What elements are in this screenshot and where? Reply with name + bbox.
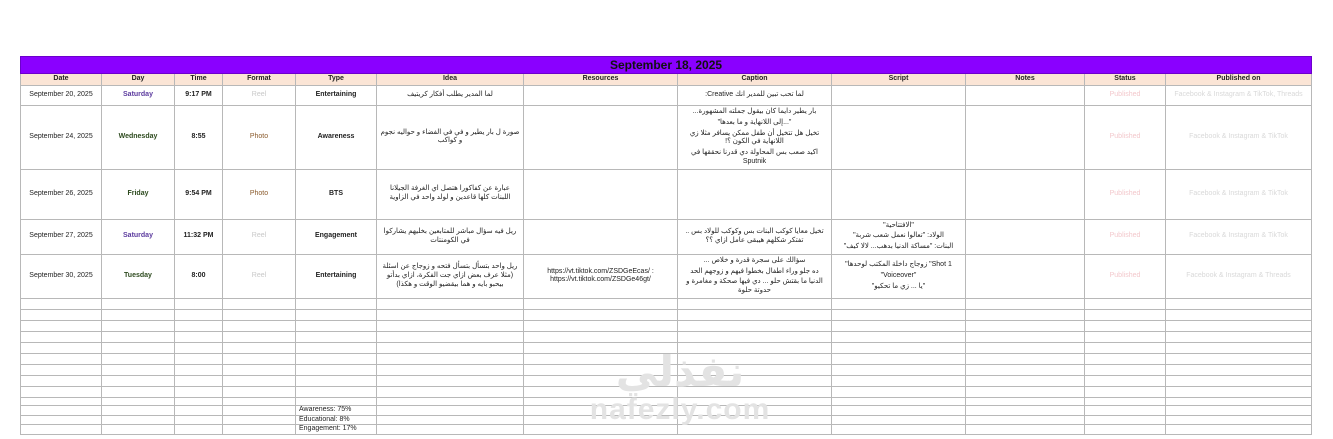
empty-cell[interactable] <box>175 375 223 386</box>
empty-cell[interactable] <box>524 364 678 375</box>
script-cell[interactable] <box>832 254 966 298</box>
table-row <box>21 106 1312 170</box>
empty-cell[interactable] <box>1166 386 1312 397</box>
empty-row <box>21 342 1312 353</box>
empty-cell[interactable] <box>1166 364 1312 375</box>
stats-row <box>21 425 1312 435</box>
empty-cell[interactable] <box>678 397 832 405</box>
empty-cell[interactable] <box>296 309 377 320</box>
empty-cell[interactable] <box>21 353 102 364</box>
empty-cell[interactable] <box>1166 425 1312 435</box>
empty-cell[interactable] <box>21 397 102 405</box>
empty-cell[interactable] <box>832 309 966 320</box>
stats-row <box>21 415 1312 425</box>
empty-cell[interactable] <box>296 386 377 397</box>
empty-cell[interactable] <box>966 375 1085 386</box>
empty-cell[interactable] <box>1166 397 1312 405</box>
empty-cell[interactable] <box>102 415 175 425</box>
idea-cell[interactable]: صورة ل بار يطير و في في الفضاء و حواليه نجوم و كواكب <box>377 106 524 170</box>
empty-cell[interactable] <box>223 405 296 415</box>
empty-cell[interactable] <box>21 375 102 386</box>
column-header[interactable]: Published on <box>1166 74 1312 86</box>
empty-cell[interactable] <box>1166 405 1312 415</box>
text-line: الدنيا ما بقتش حلو ... دي فيها صحكة و مغامرة و حدوتة حلوة <box>686 278 823 294</box>
idea-cell[interactable]: عبارة عن كفاكورا هتصل اي الغرفة الجيلانا اللبنات كلها قاعدين و لولد واحد في الزاوية <box>377 169 524 219</box>
empty-cell[interactable] <box>21 320 102 331</box>
empty-cell[interactable] <box>21 386 102 397</box>
empty-row <box>21 309 1312 320</box>
empty-cell[interactable] <box>832 342 966 353</box>
column-header[interactable]: Resources <box>524 74 678 86</box>
caption-cell[interactable] <box>678 169 832 219</box>
sheet-title[interactable]: September 18, 2025 <box>21 57 1312 74</box>
empty-cell[interactable] <box>832 397 966 405</box>
caption-cell[interactable] <box>678 219 832 254</box>
empty-cell[interactable] <box>102 364 175 375</box>
empty-cell[interactable] <box>296 298 377 309</box>
format-cell[interactable]: Photo <box>223 106 296 170</box>
empty-cell[interactable] <box>832 298 966 309</box>
column-header[interactable]: Day <box>102 74 175 86</box>
empty-cell[interactable] <box>524 342 678 353</box>
time-cell[interactable]: 9:54 PM <box>175 169 223 219</box>
day-cell[interactable]: Saturday <box>102 219 175 254</box>
type-cell[interactable]: Engagement <box>296 219 377 254</box>
empty-cell[interactable] <box>223 309 296 320</box>
empty-cell[interactable] <box>21 342 102 353</box>
caption-cell[interactable] <box>678 254 832 298</box>
published-on-cell[interactable]: Facebook & Instagram & Threads <box>1166 254 1312 298</box>
empty-cell[interactable] <box>832 405 966 415</box>
empty-cell[interactable] <box>377 415 524 425</box>
empty-cell[interactable] <box>377 375 524 386</box>
empty-cell[interactable] <box>524 298 678 309</box>
date-cell[interactable]: September 26, 2025 <box>21 169 102 219</box>
status-cell[interactable]: Published <box>1085 219 1166 254</box>
empty-cell[interactable] <box>678 342 832 353</box>
empty-cell[interactable] <box>223 386 296 397</box>
empty-cell[interactable] <box>223 425 296 435</box>
empty-cell[interactable] <box>102 309 175 320</box>
text-line: "Voiceover" <box>880 271 917 279</box>
type-cell[interactable]: Entertaining <box>296 86 377 106</box>
content-calendar-table <box>20 56 1312 435</box>
empty-cell[interactable] <box>966 320 1085 331</box>
notes-cell[interactable] <box>966 219 1085 254</box>
status-cell[interactable]: Published <box>1085 169 1166 219</box>
text-line: اكيد صعب بس المحاولة دي قدرنا نحققها في Sputnik <box>691 149 818 165</box>
watermark-latin: nafezly.com <box>589 393 771 426</box>
empty-cell[interactable] <box>1166 309 1312 320</box>
empty-cell[interactable] <box>678 415 832 425</box>
empty-row <box>21 298 1312 309</box>
empty-cell[interactable] <box>678 298 832 309</box>
format-cell[interactable]: Photo <box>223 169 296 219</box>
text-line: "الافتتاحية" <box>883 221 914 229</box>
empty-cell[interactable] <box>524 353 678 364</box>
empty-cell[interactable] <box>175 425 223 435</box>
script-cell[interactable] <box>832 219 966 254</box>
empty-cell[interactable] <box>175 298 223 309</box>
empty-cell[interactable] <box>377 353 524 364</box>
empty-cell[interactable] <box>832 386 966 397</box>
empty-cell[interactable] <box>102 320 175 331</box>
day-cell[interactable]: Tuesday <box>102 254 175 298</box>
format-cell[interactable]: Reel <box>223 219 296 254</box>
empty-cell[interactable] <box>678 386 832 397</box>
text-line: تخيل معايا كوكب البنات بس وكوكب للولاد بس .. تفتكر شكلهم هيبقى عامل ازاي ؟؟ <box>685 227 824 244</box>
empty-cell[interactable] <box>524 309 678 320</box>
empty-cell[interactable] <box>832 353 966 364</box>
table-row <box>21 86 1312 106</box>
empty-cell[interactable] <box>377 320 524 331</box>
resources-cell[interactable]: https://vt.tiktok.com/ZSDGeEcas/ : https://vt.tiktok.com/ZSDGe46gt/ <box>524 254 678 298</box>
type-cell[interactable]: Awareness <box>296 106 377 170</box>
idea-cell[interactable]: ريل فيه سؤال مباشر للمتابعين بخليهم يشاركوا في الكومنتات <box>377 219 524 254</box>
empty-cell[interactable] <box>377 342 524 353</box>
empty-cell[interactable] <box>524 320 678 331</box>
script-cell[interactable] <box>832 106 966 170</box>
text-line: ده جلو وراء اطفال بخطوا فيهم و زوجهم الحد <box>690 267 819 275</box>
empty-cell[interactable] <box>678 331 832 342</box>
empty-cell[interactable] <box>966 425 1085 435</box>
empty-cell[interactable] <box>102 425 175 435</box>
published-on-cell[interactable]: Facebook & Instagram & TikTok <box>1166 169 1312 219</box>
empty-cell[interactable] <box>966 397 1085 405</box>
empty-cell[interactable] <box>832 320 966 331</box>
empty-cell[interactable] <box>678 320 832 331</box>
table-row <box>21 169 1312 219</box>
empty-cell[interactable] <box>223 353 296 364</box>
watermark-arabic: نفذلي <box>615 348 745 395</box>
notes-cell[interactable] <box>966 106 1085 170</box>
resources-cell[interactable] <box>524 219 678 254</box>
empty-cell[interactable] <box>102 375 175 386</box>
text-line: لما تحب تبين للمدير انك Creative: <box>705 91 804 99</box>
day-cell[interactable]: Wednesday <box>102 106 175 170</box>
empty-cell[interactable] <box>296 331 377 342</box>
empty-cell[interactable] <box>377 405 524 415</box>
column-header[interactable]: Status <box>1085 74 1166 86</box>
empty-cell[interactable] <box>678 425 832 435</box>
column-header[interactable]: Time <box>175 74 223 86</box>
empty-cell[interactable] <box>1166 415 1312 425</box>
empty-row <box>21 320 1312 331</box>
empty-cell[interactable] <box>678 309 832 320</box>
empty-cell[interactable] <box>175 364 223 375</box>
empty-row <box>21 331 1312 342</box>
empty-cell[interactable] <box>966 415 1085 425</box>
text-line: "...إلى اللانهاية و ما بعدها" <box>717 118 792 126</box>
empty-cell[interactable] <box>296 353 377 364</box>
resources-cell[interactable] <box>524 106 678 170</box>
header-row <box>21 74 1312 86</box>
time-cell[interactable]: 9:17 PM <box>175 86 223 106</box>
empty-cell[interactable] <box>832 375 966 386</box>
empty-cell[interactable] <box>524 331 678 342</box>
empty-cell[interactable] <box>175 415 223 425</box>
empty-cell[interactable] <box>175 397 223 405</box>
empty-cell[interactable] <box>296 342 377 353</box>
empty-cell[interactable] <box>524 397 678 405</box>
empty-cell[interactable] <box>1085 415 1166 425</box>
empty-cell[interactable] <box>524 425 678 435</box>
empty-cell[interactable] <box>524 375 678 386</box>
date-cell[interactable]: September 30, 2025 <box>21 254 102 298</box>
empty-cell[interactable] <box>175 386 223 397</box>
stat-label[interactable]: Educational: 8% <box>296 415 377 425</box>
column-header[interactable]: Caption <box>678 74 832 86</box>
empty-cell[interactable] <box>1166 353 1312 364</box>
caption-cell[interactable] <box>678 106 832 170</box>
time-cell[interactable]: 8:00 <box>175 254 223 298</box>
empty-cell[interactable] <box>832 415 966 425</box>
column-header[interactable]: Type <box>296 74 377 86</box>
empty-cell[interactable] <box>175 331 223 342</box>
published-on-cell[interactable]: Facebook & Instagram & TikTok, Threads <box>1166 86 1312 106</box>
time-cell[interactable]: 8:55 <box>175 106 223 170</box>
empty-cell[interactable] <box>832 331 966 342</box>
resources-cell[interactable] <box>524 86 678 106</box>
empty-cell[interactable] <box>102 298 175 309</box>
empty-cell[interactable] <box>21 331 102 342</box>
empty-cell[interactable] <box>1085 425 1166 435</box>
spreadsheet <box>20 56 1311 435</box>
day-cell[interactable]: Saturday <box>102 86 175 106</box>
empty-cell[interactable] <box>524 405 678 415</box>
title-row <box>21 57 1312 74</box>
empty-cell[interactable] <box>223 331 296 342</box>
resources-cell[interactable] <box>524 169 678 219</box>
published-on-cell[interactable]: Facebook & Instagram & TikTok <box>1166 106 1312 170</box>
empty-cell[interactable] <box>223 375 296 386</box>
empty-cell[interactable] <box>21 405 102 415</box>
table-row <box>21 254 1312 298</box>
empty-cell[interactable] <box>223 342 296 353</box>
empty-cell[interactable] <box>524 386 678 397</box>
empty-cell[interactable] <box>175 405 223 415</box>
empty-cell[interactable] <box>1085 405 1166 415</box>
column-header[interactable]: Idea <box>377 74 524 86</box>
empty-cell[interactable] <box>296 364 377 375</box>
empty-cell[interactable] <box>966 364 1085 375</box>
empty-cell[interactable] <box>1166 320 1312 331</box>
empty-cell[interactable] <box>175 342 223 353</box>
status-cell[interactable]: Published <box>1085 106 1166 170</box>
notes-cell[interactable] <box>966 86 1085 106</box>
format-cell[interactable]: Reel <box>223 86 296 106</box>
empty-cell[interactable] <box>175 353 223 364</box>
empty-cell[interactable] <box>966 342 1085 353</box>
empty-cell[interactable] <box>21 309 102 320</box>
empty-cell[interactable] <box>102 397 175 405</box>
empty-cell[interactable] <box>966 353 1085 364</box>
notes-cell[interactable] <box>966 169 1085 219</box>
empty-cell[interactable] <box>377 397 524 405</box>
empty-cell[interactable] <box>966 331 1085 342</box>
empty-cell[interactable] <box>966 386 1085 397</box>
empty-cell[interactable] <box>678 364 832 375</box>
empty-cell[interactable] <box>1085 386 1166 397</box>
empty-cell[interactable] <box>1166 342 1312 353</box>
empty-cell[interactable] <box>1085 397 1166 405</box>
empty-cell[interactable] <box>524 415 678 425</box>
caption-cell[interactable] <box>678 86 832 106</box>
empty-cell[interactable] <box>296 320 377 331</box>
text-line: Shot 1" زوجاج داخلة المكتب لوحدها" <box>845 261 952 269</box>
empty-cell[interactable] <box>1085 309 1166 320</box>
empty-cell[interactable] <box>296 375 377 386</box>
empty-cell[interactable] <box>377 331 524 342</box>
empty-cell[interactable] <box>223 320 296 331</box>
empty-cell[interactable] <box>21 415 102 425</box>
stat-label[interactable]: Awareness: 75% <box>296 405 377 415</box>
status-cell[interactable]: Published <box>1085 254 1166 298</box>
empty-cell[interactable] <box>102 353 175 364</box>
empty-cell[interactable] <box>1166 298 1312 309</box>
column-header[interactable]: Script <box>832 74 966 86</box>
idea-cell[interactable]: لما المدير يطلب أفكار كريتيف <box>377 86 524 106</box>
idea-cell[interactable]: ريل واحد بتسأل بتسأل فتحه و زوجاج عن اسئلة (مثلا عرف بعض ازاي جت الفكرة، ازاي بدأتو بيحبو بايه و هما بيقضيو الوقت و هكذا) <box>377 254 524 298</box>
empty-cell[interactable] <box>678 375 832 386</box>
empty-cell[interactable] <box>21 425 102 435</box>
type-cell[interactable]: Entertaining <box>296 254 377 298</box>
column-header[interactable]: Date <box>21 74 102 86</box>
empty-cell[interactable] <box>1085 342 1166 353</box>
empty-cell[interactable] <box>377 298 524 309</box>
day-cell[interactable]: Friday <box>102 169 175 219</box>
script-cell[interactable] <box>832 169 966 219</box>
stat-label[interactable]: Engagement: 17% <box>296 425 377 435</box>
empty-cell[interactable] <box>966 298 1085 309</box>
empty-cell[interactable] <box>1085 320 1166 331</box>
script-cell[interactable] <box>832 86 966 106</box>
text-line: سؤالك على سجرة قدرة و خلاص ... <box>703 256 806 264</box>
empty-cell[interactable] <box>1085 353 1166 364</box>
date-cell[interactable]: September 27, 2025 <box>21 219 102 254</box>
empty-cell[interactable] <box>377 386 524 397</box>
date-cell[interactable]: September 20, 2025 <box>21 86 102 106</box>
stats-row <box>21 405 1312 415</box>
table-row <box>21 219 1312 254</box>
empty-cell[interactable] <box>377 309 524 320</box>
empty-cell[interactable] <box>175 320 223 331</box>
text-line: بار يطير دايما كان بيقول جملته المشهورة... <box>692 108 817 115</box>
empty-cell[interactable] <box>1166 375 1312 386</box>
text-line: تخيل هل تتخيل أن طفل ممكن يسافر مثلا زي اللانهاية في الكون ؟! <box>689 129 820 146</box>
empty-cell[interactable] <box>21 298 102 309</box>
empty-cell[interactable] <box>832 364 966 375</box>
published-on-cell[interactable]: Facebook & Instagram & TikTok <box>1166 219 1312 254</box>
empty-cell[interactable] <box>678 353 832 364</box>
empty-cell[interactable] <box>296 397 377 405</box>
empty-row <box>21 353 1312 364</box>
text-line: "يا ... زي ما تحكيو" <box>871 282 926 290</box>
notes-cell[interactable] <box>966 254 1085 298</box>
empty-cell[interactable] <box>966 405 1085 415</box>
empty-cell[interactable] <box>1085 331 1166 342</box>
column-header[interactable]: Format <box>223 74 296 86</box>
empty-cell[interactable] <box>832 425 966 435</box>
type-cell[interactable]: BTS <box>296 169 377 219</box>
empty-cell[interactable] <box>223 364 296 375</box>
empty-cell[interactable] <box>21 364 102 375</box>
text-line: البنات: "مساكة الدنيا بدهب... لالا كيف" <box>843 243 954 250</box>
empty-cell[interactable] <box>223 415 296 425</box>
empty-cell[interactable] <box>102 331 175 342</box>
empty-cell[interactable] <box>223 298 296 309</box>
empty-cell[interactable] <box>1085 298 1166 309</box>
text-line: الولاد: "تعالوا نعمل شعب شربة" <box>853 232 944 240</box>
empty-cell[interactable] <box>377 364 524 375</box>
empty-cell[interactable] <box>175 309 223 320</box>
status-cell[interactable]: Published <box>1085 86 1166 106</box>
empty-cell[interactable] <box>102 405 175 415</box>
empty-cell[interactable] <box>1085 364 1166 375</box>
format-cell[interactable]: Reel <box>223 254 296 298</box>
empty-cell[interactable] <box>966 309 1085 320</box>
column-header[interactable]: Notes <box>966 74 1085 86</box>
empty-cell[interactable] <box>678 405 832 415</box>
date-cell[interactable]: September 24, 2025 <box>21 106 102 170</box>
empty-row <box>21 364 1312 375</box>
empty-cell[interactable] <box>377 425 524 435</box>
time-cell[interactable]: 11:32 PM <box>175 219 223 254</box>
empty-cell[interactable] <box>1166 331 1312 342</box>
empty-row <box>21 375 1312 386</box>
empty-cell[interactable] <box>223 397 296 405</box>
empty-row <box>21 386 1312 397</box>
spacer-row <box>21 397 1312 405</box>
empty-cell[interactable] <box>1085 375 1166 386</box>
empty-cell[interactable] <box>102 342 175 353</box>
empty-cell[interactable] <box>102 386 175 397</box>
